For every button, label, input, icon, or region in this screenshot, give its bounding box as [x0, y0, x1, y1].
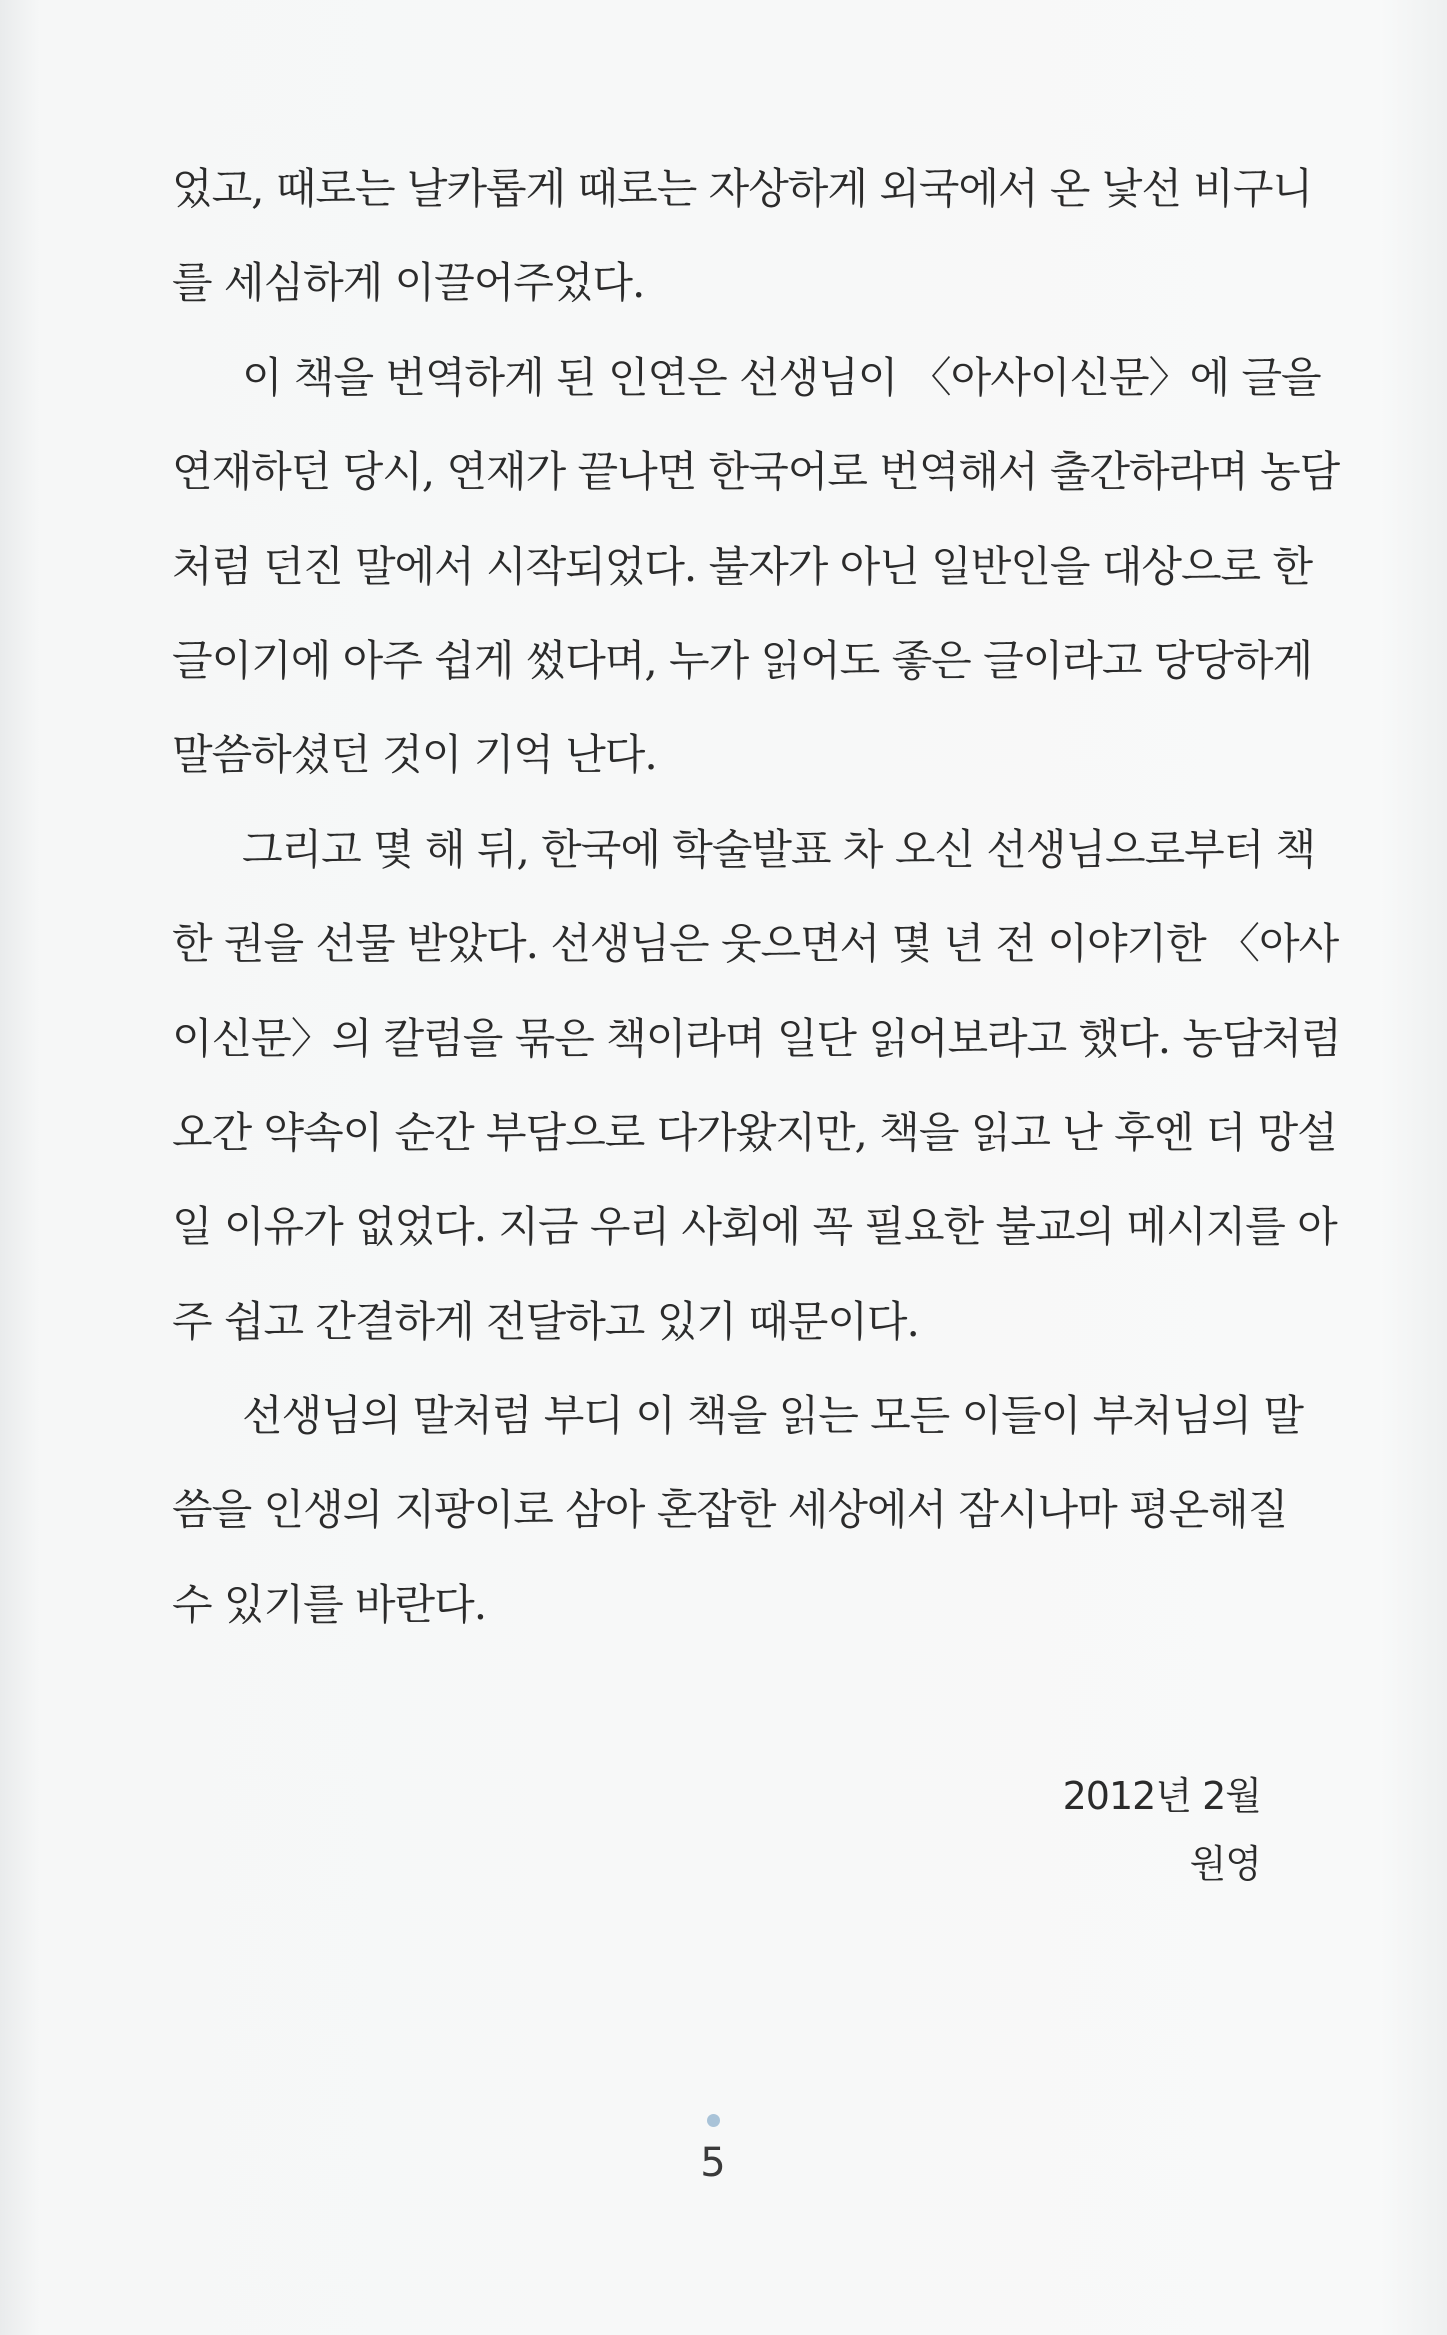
paragraph-start-line: 그리고 몇 해 뒤, 한국에 학술발표 차 오신 선생님으로부터 책: [242, 824, 1316, 874]
text-line: 글이기에 아주 쉽게 썼다며, 누가 읽어도 좋은 글이라고 당당하게: [172, 635, 1313, 685]
paragraph-start-line: 이 책을 번역하게 된 인연은 선생님이 〈아사이신문〉에 글을: [242, 352, 1321, 402]
paragraph-start-line: 선생님의 말처럼 부디 이 책을 읽는 모든 이들이 부처님의 말: [242, 1391, 1303, 1441]
text-line: 연재하던 당시, 연재가 끝나면 한국어로 번역해서 출간하라며 농담: [172, 447, 1340, 497]
text-line: 오간 약속이 순간 부담으로 다가왔지만, 책을 읽고 난 후엔 더 망설: [172, 1107, 1337, 1157]
signature-author: 원영: [1189, 1842, 1261, 1886]
text-line: 씀을 인생의 지팡이로 삼아 혼잡한 세상에서 잠시나마 평온해질: [172, 1485, 1288, 1535]
text-line: 수 있기를 바란다.: [172, 1579, 487, 1629]
text-line: 를 세심하게 이끌어주었다.: [172, 258, 645, 308]
text-line: 일 이유가 없었다. 지금 우리 사회에 꼭 필요한 불교의 메시지를 아: [172, 1202, 1337, 1252]
signature-block: [1063, 1762, 1261, 1898]
text-line: 었고, 때로는 날카롭게 때로는 자상하게 외국에서 온 낯선 비구니: [172, 164, 1313, 213]
text-line: 처럼 던진 말에서 시작되었다. 불자가 아닌 일반인을 대상으로 한: [172, 541, 1313, 591]
text-line: 말씀하셨던 것이 기억 난다.: [172, 730, 657, 780]
text-line: 이신문〉의 칼럼을 묶은 책이라며 일단 읽어보라고 했다. 농담처럼: [172, 1013, 1341, 1063]
text-line: 한 권을 선물 받았다. 선생님은 웃으면서 몇 년 전 이야기한 〈아사: [172, 919, 1339, 969]
body-text: [172, 142, 1341, 1652]
page-number: 5: [700, 2140, 726, 2186]
signature-date: 2012년 2월: [1062, 1774, 1261, 1818]
page-number-dot-icon: [707, 2114, 720, 2127]
text-line: 주 쉽고 간결하게 전달하고 있기 때문이다.: [172, 1296, 919, 1346]
